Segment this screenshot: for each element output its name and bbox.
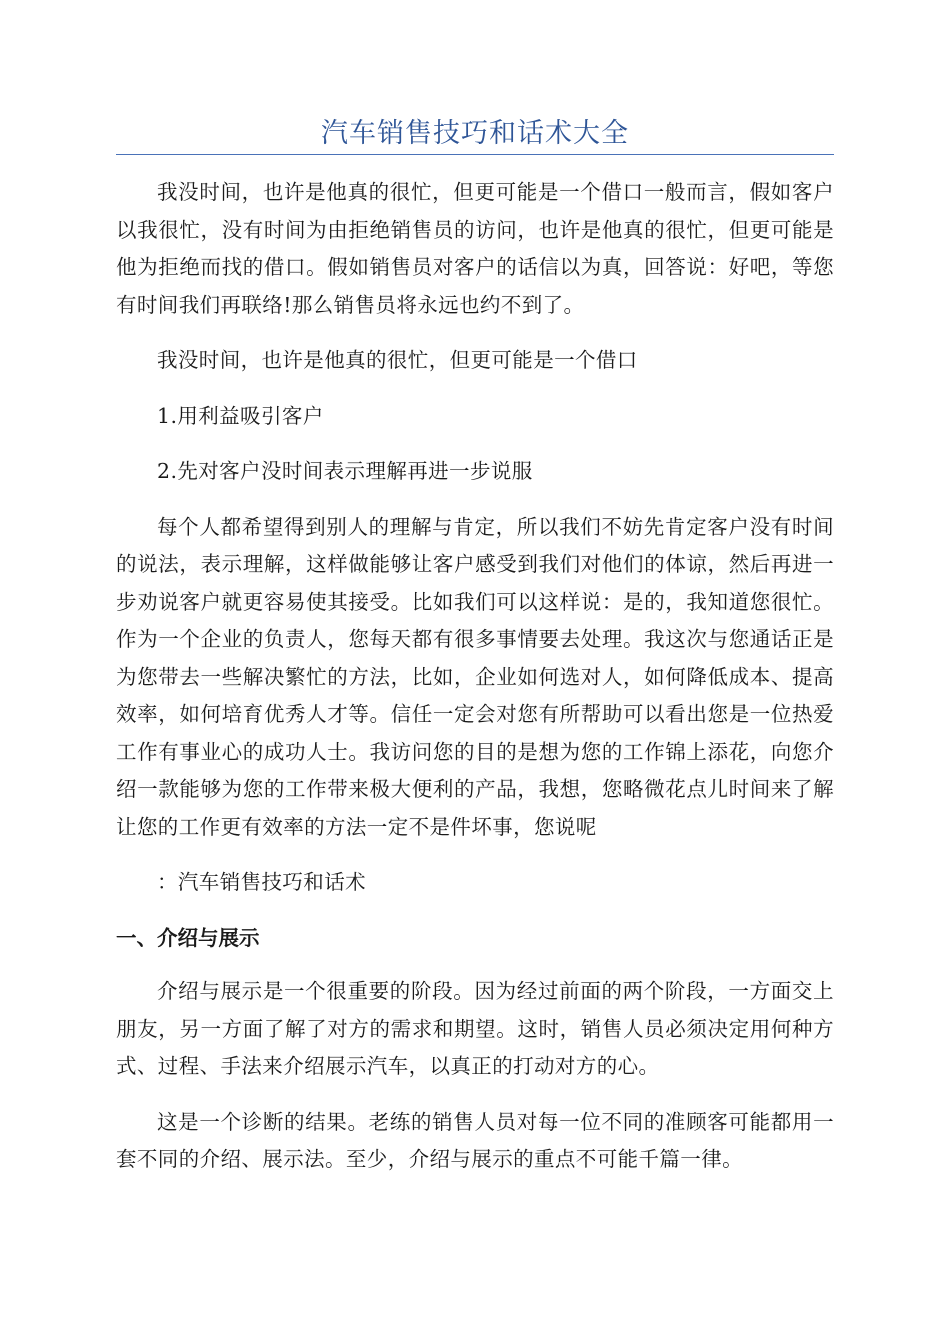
list-item: 1.用利益吸引客户 <box>157 403 324 428</box>
title-underline <box>116 154 834 155</box>
paragraph: 这是一个诊断的结果。老练的销售人员对每一位不同的准顾客可能都用一套不同的介绍、展示法。至少，介绍与展示的重点不可能千篇一律。 <box>116 1109 834 1171</box>
paragraph: 我没时间，也许是他真的很忙，但更可能是一个借口 <box>157 348 638 372</box>
paragraph: 我没时间，也许是他真的很忙，但更可能是一个借口一般而言，假如客户以我很忙，没有时间为由拒绝销售员的访问，也许是他真的很忙，但更可能是他为拒绝而找的借口。假如销售员对客户的话信以为真，回答说：好吧，等您有时间我们再联络!那么销售员将永远也约不到了。 <box>116 180 834 317</box>
paragraph: 介绍与展示是一个很重要的阶段。因为经过前面的两个阶段，一方面交上朋友，另一方面了解了对方的需求和期望。这时，销售人员必须决定用何种方式、过程、手法来介绍展示汽车，以真正的打动对方的心。 <box>116 979 834 1078</box>
section-heading: 一、介绍与展示 <box>116 925 260 950</box>
paragraph: 每个人都希望得到别人的理解与肯定，所以我们不妨先肯定客户没有时间的说法，表示理解，这样做能够让客户感受到我们对他们的体谅，然后再进一步劝说客户就更容易使其接受。比如我们可以这样说：是的，我知道您很忙。作为一个企业的负责人，您每天都有很多事情要去处理。我这次与您通话正是为您带去一些解决繁忙的方法，比如，企业如何选对人，如何降低成本、提高效率，如何培育优秀人才等。信任一定会对您有所帮助可以看出您是一位热爱工作有事业心的成功人士。我访问您的目的是想为您的工作锦上添花，向您介绍一款能够为您的工作带来极大便利的产品，我想，您略微花点儿时间来了解让您的工作更有效率的方法一定不是件坏事，您说呢 <box>116 514 834 839</box>
paragraph: ：汽车销售技巧和话术 <box>157 870 366 894</box>
document-title: 汽车销售技巧和话术大全 <box>321 118 629 149</box>
list-item: 2.先对客户没时间表示理解再进一步说服 <box>157 459 533 483</box>
document-body <box>116 174 834 1197</box>
